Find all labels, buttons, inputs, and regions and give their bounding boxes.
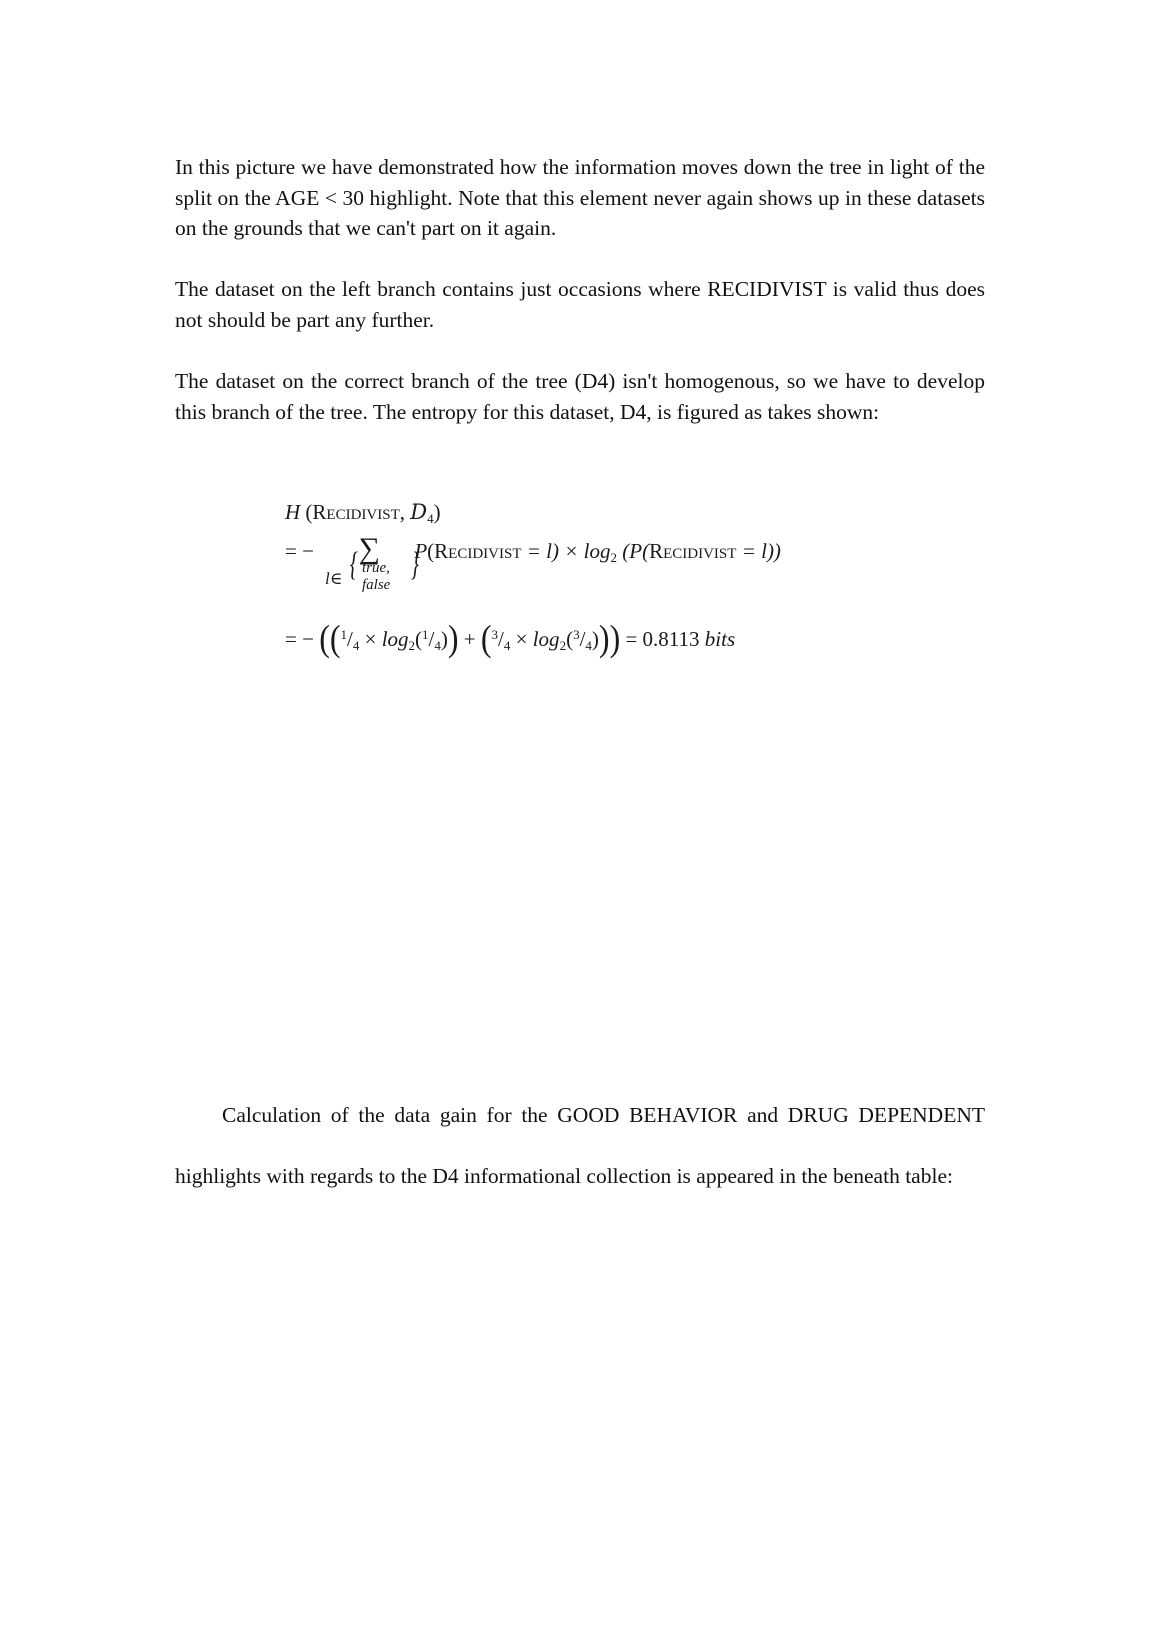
set-false: false xyxy=(362,577,391,593)
frac1-den-log: 4 xyxy=(434,638,441,653)
paragraph-left-branch: The dataset on the left branch contains just occasions where RECIDIVIST is valid thus does not should be part any further. xyxy=(175,277,985,332)
term-inner-open: (P( xyxy=(622,539,650,563)
term-inner-feature: Recidivist xyxy=(649,539,737,563)
frac2-den-log: 4 xyxy=(585,638,592,653)
frac1-num-log: 1 xyxy=(422,627,429,642)
frac2-den: 4 xyxy=(503,638,511,653)
log-base-3: 2 xyxy=(559,638,567,653)
equals-minus: = − xyxy=(285,539,314,563)
prob-symbol: P xyxy=(414,539,428,563)
entropy-equation xyxy=(285,500,925,690)
log-base: 2 xyxy=(610,550,618,565)
frac1-den: 4 xyxy=(352,638,360,653)
result-unit: bits xyxy=(704,627,736,651)
equals-minus-2: = − xyxy=(285,627,314,651)
frac2-num-log: 3 xyxy=(573,627,580,642)
sum-symbol: ∑ xyxy=(358,532,380,565)
paragraph-split-explanation: In this picture we have demonstrated how the information moves down the tree in light of the split on the AGE < 30 highlight. Note that this element never again shows up in these datasets on the grounds that we can't part on it again. xyxy=(175,155,985,240)
result-value: = 0.8113 xyxy=(625,627,700,651)
lhs-feature: Recidivist xyxy=(312,500,400,524)
term-equals-l: = l) × xyxy=(526,539,579,563)
equation-lhs: H (Recidivist, $D_4$) xyxy=(285,500,441,526)
lhs-dataset: D xyxy=(410,500,428,524)
term-feature: Recidivist xyxy=(434,539,522,563)
log-label: log xyxy=(583,539,611,563)
equation-numeric-line: = − $((^1/_4 \times \log_2(^1/_4)) + (^3/_4 \times \log_2(^3/_4))) = 0.8113$ bits xyxy=(285,617,736,659)
right-brace: } xyxy=(410,546,419,583)
paragraph-info-gain-intro: Calculation of the data gain for the GOOD BEHAVIOR and DRUG DEPENDENT highlights with regards to the D4 informational collection is appeared in the beneath table: xyxy=(175,1103,985,1188)
left-brace: { xyxy=(349,546,358,583)
term-inner-close: = l)) xyxy=(741,539,781,563)
sum-index: l∈ xyxy=(325,569,343,588)
frac1-num: 1 xyxy=(340,627,347,642)
log-base-2: 2 xyxy=(408,638,416,653)
equation-sum-line: = − ∑ P(Recidivist = $l) \times \log_2$ (P(Recidivist = l)) xyxy=(285,532,781,565)
paragraph-right-branch: The dataset on the correct branch of the tree (D4) isn't homogenous, so we have to develop this branch of the tree. The entropy for this dataset, D4, is figured as takes shown: xyxy=(175,369,985,424)
entropy-symbol: H xyxy=(285,500,301,524)
frac2-num: 3 xyxy=(491,627,499,642)
log-label-3: log xyxy=(532,627,560,651)
set-true: true, xyxy=(362,560,390,576)
log-label-2: log xyxy=(381,627,409,651)
lhs-subscript: 4 xyxy=(427,511,434,526)
